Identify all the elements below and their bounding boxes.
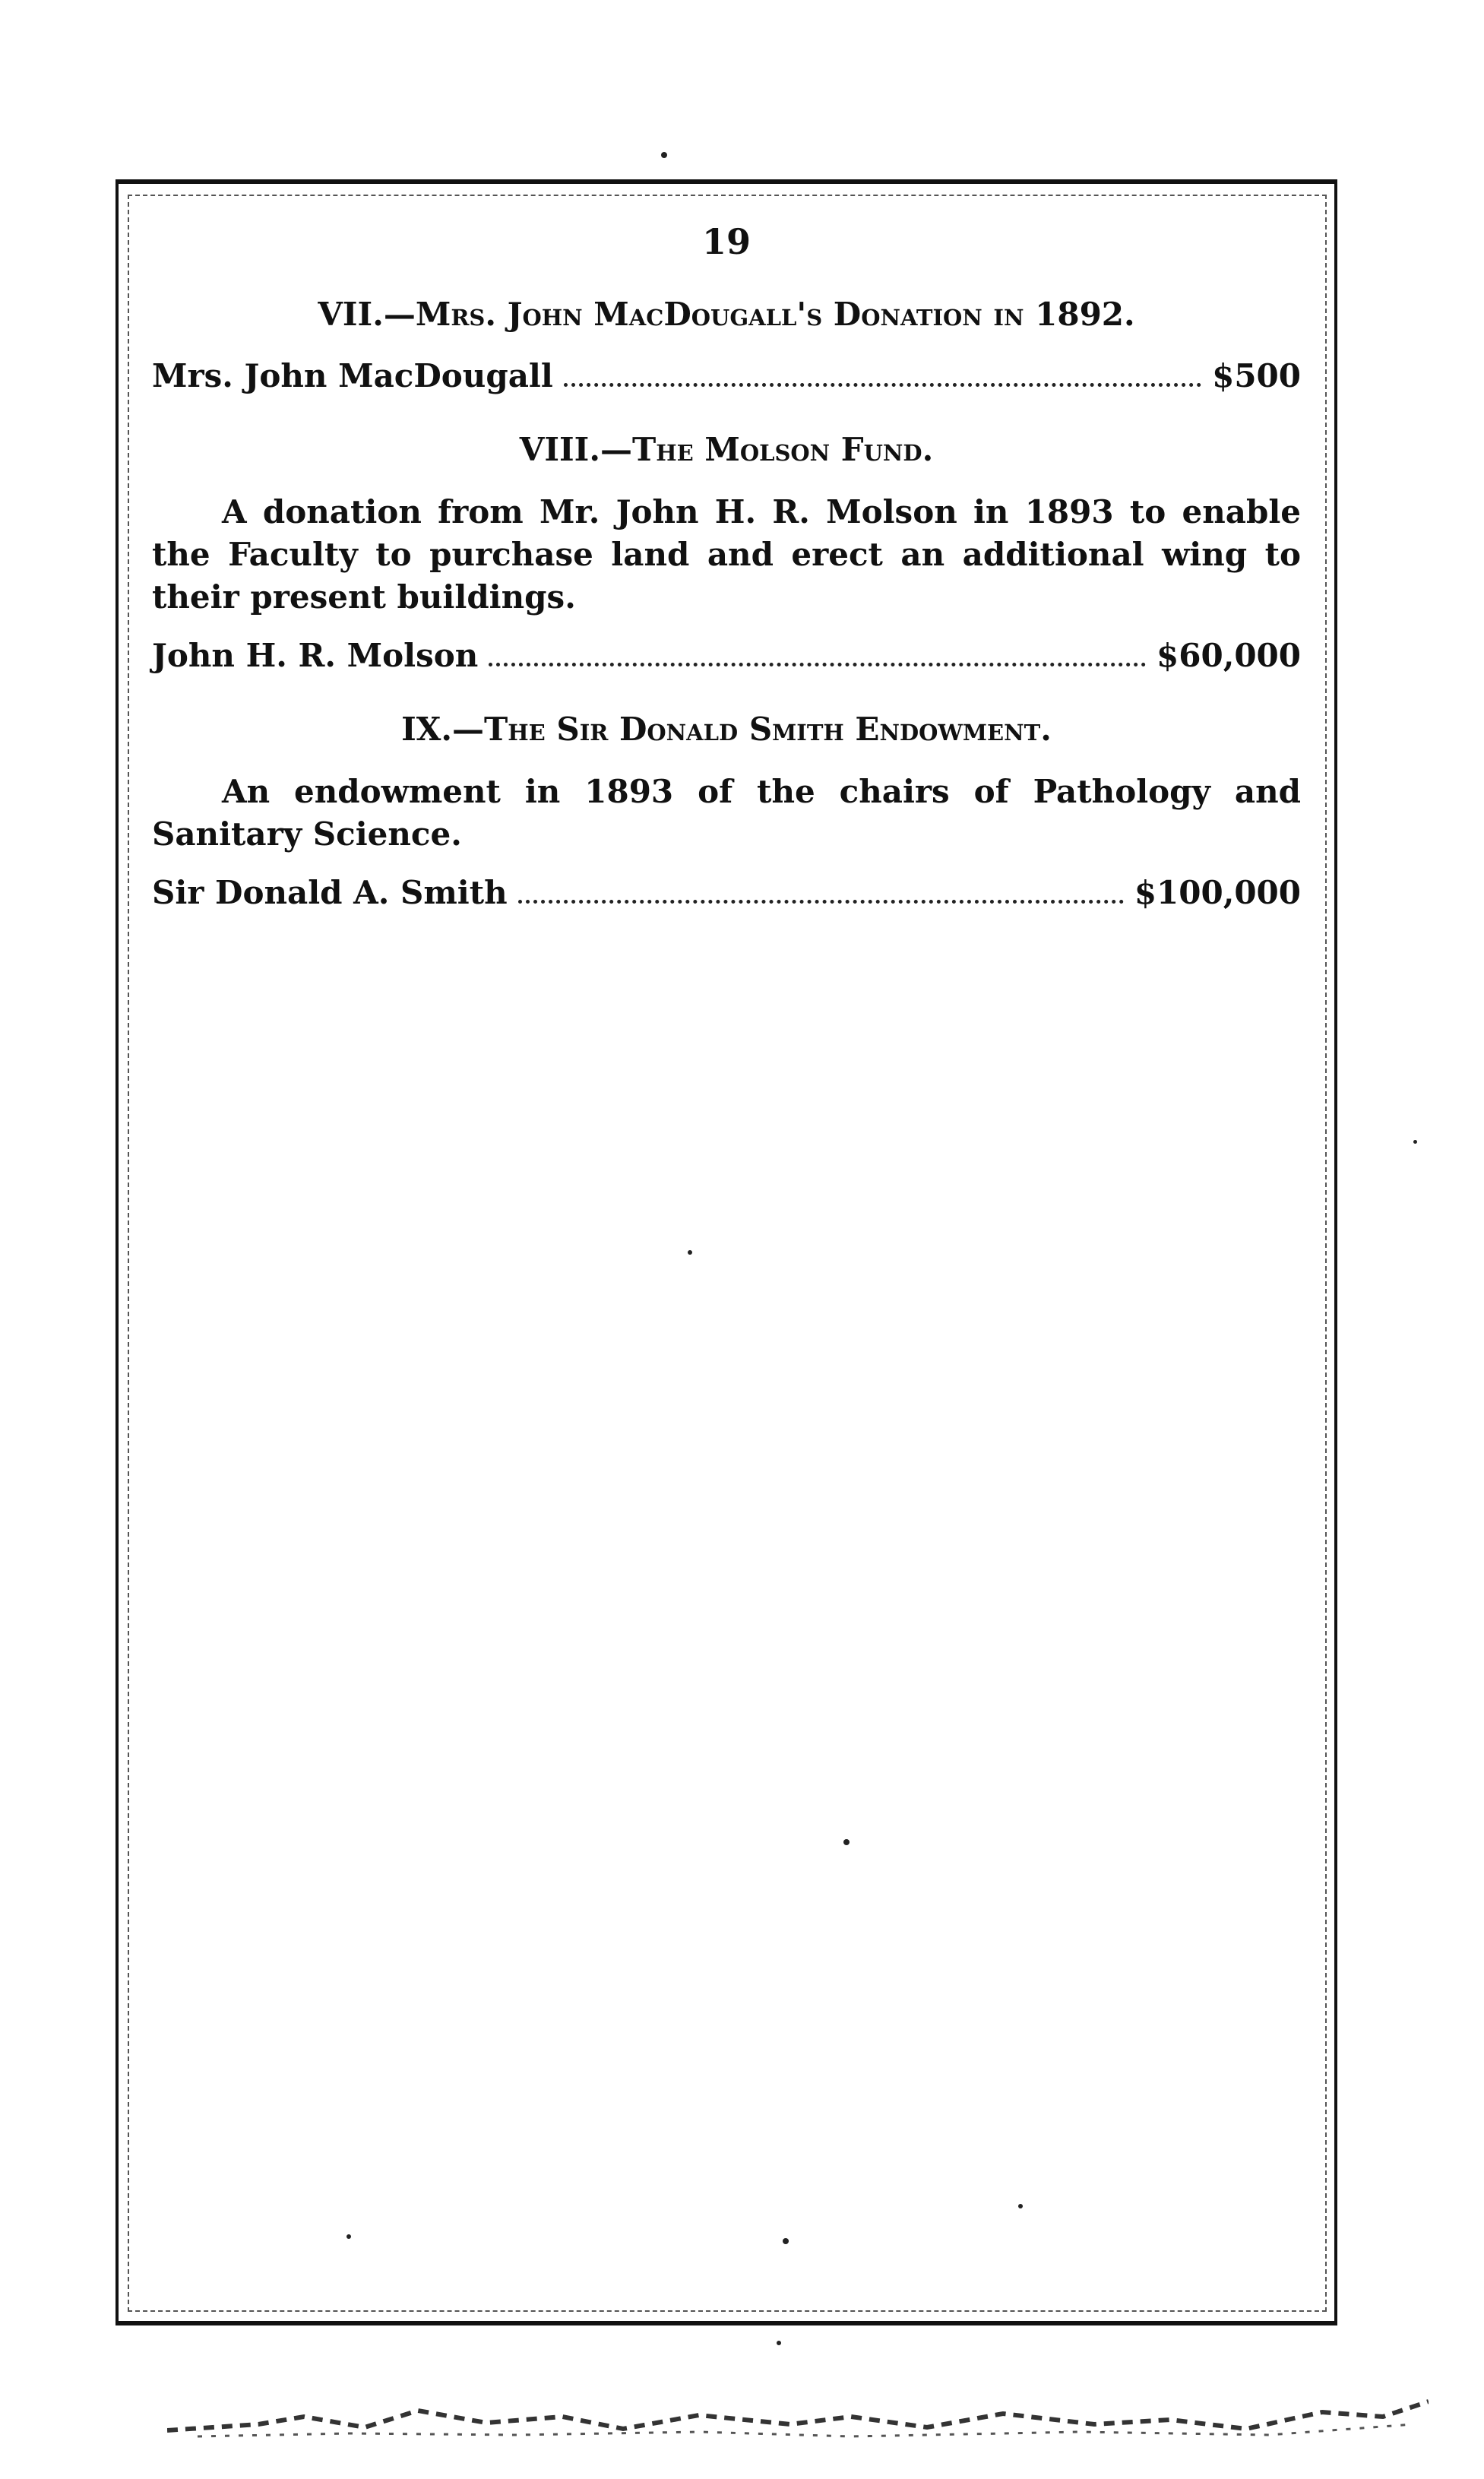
section-molson <box>152 430 1301 676</box>
section-heading: IX.—The Sir Donald Smith Endowment. <box>401 711 1052 748</box>
donor-name: Mrs. John MacDougall <box>152 357 553 394</box>
scan-speck <box>843 1839 850 1845</box>
donation-entry <box>152 356 1301 397</box>
section-smith <box>152 710 1301 913</box>
donation-entry <box>152 872 1301 913</box>
scan-smudge <box>167 2394 1429 2439</box>
section-paragraph: A donation from Mr. John H. R. Molson in 1893 to enable the Faculty to purchase land and erect an additional wing to their present buildings. <box>152 493 1301 616</box>
scan-speck <box>688 1250 692 1255</box>
scan-speck <box>661 152 667 158</box>
page-content <box>152 220 1301 947</box>
donor-name: John H. R. Molson <box>152 637 479 674</box>
donor-name: Sir Donald A. Smith <box>152 874 508 911</box>
section-paragraph: An endowment in 1893 of the chairs of Pathology and Sanitary Science. <box>152 773 1301 853</box>
scan-speck <box>783 2238 789 2244</box>
dot-leader <box>564 382 1201 387</box>
scan-speck <box>346 2234 351 2239</box>
dot-leader <box>489 662 1146 666</box>
donation-amount: $500 <box>1212 357 1301 394</box>
dot-leader <box>518 899 1124 904</box>
section-macdougall <box>152 295 1301 397</box>
scan-speck <box>1018 2204 1023 2208</box>
section-heading: VII.—Mrs. John MacDougall's Donation in 1892. <box>318 296 1135 333</box>
page-number: 19 <box>701 221 751 262</box>
donation-entry <box>152 635 1301 676</box>
scan-speck <box>777 2341 781 2345</box>
donation-amount: $100,000 <box>1134 874 1301 911</box>
scan-speck <box>1413 1140 1417 1144</box>
section-heading: VIII.—The Molson Fund. <box>519 431 934 468</box>
donation-amount: $60,000 <box>1157 637 1301 674</box>
